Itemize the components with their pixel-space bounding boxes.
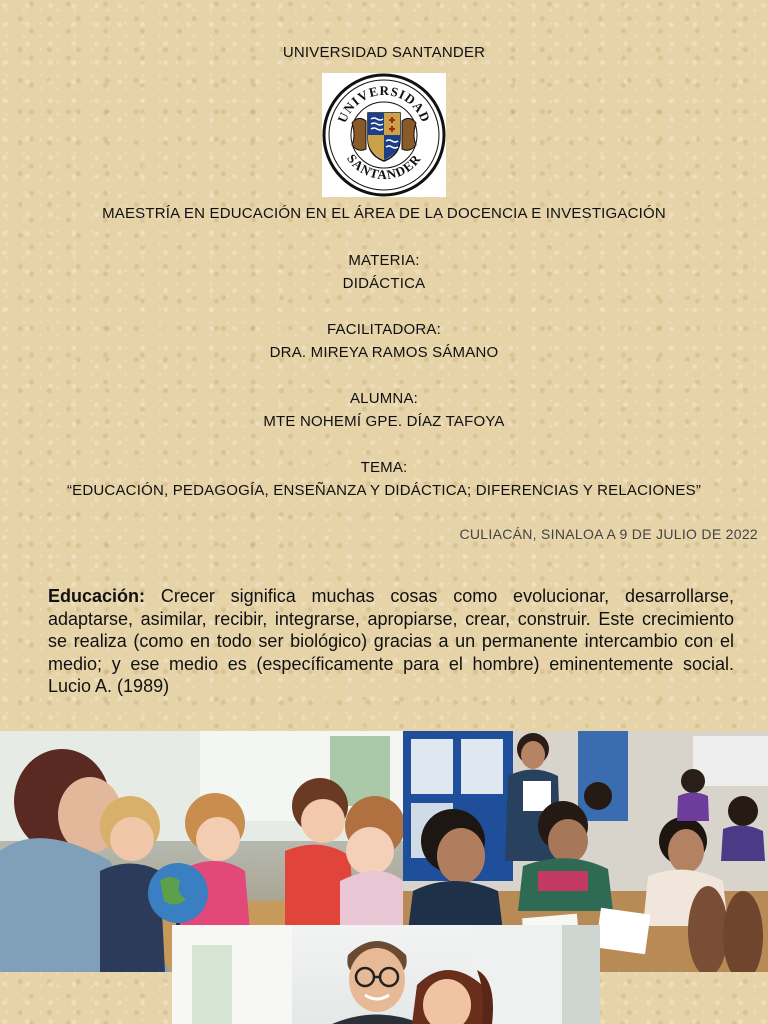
alumna-label: ALUMNA:	[349, 390, 419, 407]
photo-adults-icon	[172, 925, 600, 1024]
tema-label: TEMA:	[360, 459, 408, 476]
program-name: MAESTRÍA EN EDUCACIÓN EN EL ÁREA DE LA DOCENCIA E INVESTIGACIÓN	[102, 205, 666, 222]
materia-value: DIDÁCTICA	[342, 275, 426, 292]
alumna-value: MTE NOHEMÍ GPE. DÍAZ TAFOYA	[263, 413, 505, 430]
place-date: CULIACÁN, SINALOA A 9 DE JULIO DE 2022	[459, 526, 758, 542]
education-term: Educación:	[48, 586, 146, 606]
education-definition: Crecer significa muchas cosas como evolucionar, desarrollarse, adaptarse, asimilar, recibir, integrarse, apropiarse, crear, construir. Este crecimiento se realiza (como en todo ser biológico) gracias a un permanente intercambio con el medio; y ese medio es (específicamente para el hombre) eminentemente social. Lucio A. (1989)	[48, 586, 734, 696]
photo-young-adults	[172, 925, 600, 1024]
university-name: UNIVERSIDAD SANTANDER	[282, 44, 486, 61]
tema-value: “EDUCACIÓN, PEDAGOGÍA, ENSEÑANZA Y DIDÁCTICA; DIFERENCIAS Y RELACIONES”	[66, 482, 702, 499]
university-logo	[322, 73, 446, 197]
education-paragraph	[48, 585, 734, 733]
seal-icon	[322, 73, 446, 197]
facilitadora-label: FACILITADORA:	[326, 321, 441, 338]
materia-label: MATERIA:	[348, 252, 420, 269]
logo-text-bottom: SANTANDER	[344, 150, 424, 183]
logo-text-top: UNIVERSIDAD	[334, 82, 434, 125]
facilitadora-value: DRA. MIREYA RAMOS SÁMANO	[269, 344, 499, 361]
